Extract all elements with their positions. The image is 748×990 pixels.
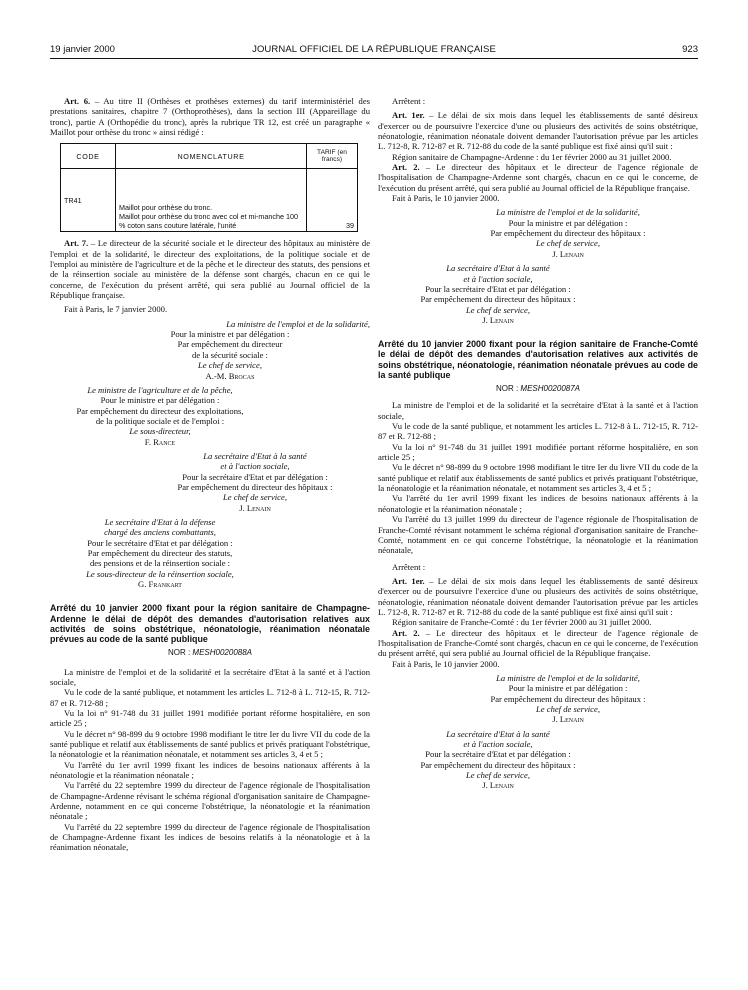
- fait-a-paris-2: Fait à Paris, le 10 janvier 2000.: [392, 658, 500, 669]
- arrete-title-franche-comte: Arrêté du 10 janvier 2000 fixant pour la région sanitaire de Franche-Comté le délai de dépôt des demandes d'autorisation relatives aux activités de soins obstétrique, néonatologie, réanimation néonatale prévues au code de la santé publique: [378, 339, 698, 380]
- table-header-tarif: TARIF (en francs): [307, 144, 358, 169]
- table-header-code: CODE: [61, 144, 116, 169]
- table-cell-nomenclature: Maillot pour orthèse du tronc. Maillot pour orthèse du tronc avec col et mi-manche 100 % coton sans couture latérale, l'unité: [116, 169, 307, 232]
- visa-list: [50, 667, 370, 853]
- article-6: Art. 6. – Au titre II (Orthèses et prothèses externes) du tarif interministériel des prestations sanitaires, chapitre 7 (Orthoprothèses), dans la section III (Appareillage du tronc), partie A (Orthopédie du tronc), après la rubrique TR 12, est créé un paragraphe « Maillot pour orthèse du tronc » ainsi rédigé :: [50, 96, 371, 138]
- arretent-2: Arrêtent :: [392, 561, 426, 572]
- list-item: Vu l'arrêté du 1er avril 1999 fixant les indices de besoins nationaux afférents à la néonatologie et la réanimation néonatale ;: [50, 759, 370, 780]
- table-header-nomenclature: NOMENCLATURE: [116, 144, 307, 169]
- signature-block-d: La secrétaire d'Etat à la santé et à l'action sociale, Pour la secrétaire d'Etat et par délégation : Par empêchement du directeur des hôpitaux : Le chef de service, J. Lenain: [420, 728, 576, 791]
- list-item: Vu l'arrêté du 13 juillet 1999 du directeur de l'agence régionale de l'hospitalisation de Franche-Comté révisant notamment le schéma régional d'organisation sanitaire de Franche-Comté, notamment en ce qui concerne l'obstétrique, la néonatologie et la réanimation néonatale,: [378, 514, 698, 556]
- tariff-table: [60, 143, 358, 232]
- list-item: Vu le décret n° 98-899 du 9 octobre 1998 modifiant le titre Ier du livre VII du code de la santé publique et relatif aux établissements de santé publics et privés pratiquant l'obstétrique, la néonatologie et la réanimation néonatale, et notamment ses articles 3, 4 et 5 ;: [50, 728, 370, 760]
- list-item: La ministre de l'emploi et de la solidarité et la secrétaire d'Etat à la santé et à l'action sociale,: [378, 400, 698, 421]
- list-item: Vu la loi n° 91-748 du 31 juillet 1991 modifiée portant réforme hospitalière, en son article 25 ;: [378, 441, 698, 463]
- arretent-1: Arrêtent :: [392, 96, 426, 106]
- list-item: Vu l'arrêté du 1er avril 1999 fixant les indices de besoins nationaux afférents à la néonatologie et la réanimation néonatale ;: [378, 493, 698, 514]
- fait-a-paris-1: Fait à Paris, le 10 janvier 2000.: [392, 193, 500, 204]
- right-column: [378, 96, 698, 791]
- table-cell-code: TR41: [61, 169, 116, 232]
- article-1-franche-comte: Art. 1er. – Le délai de six mois dans lequel les établissements de santé désireux d'exercer ou de poursuivre l'exercice d'une ou plusieurs des activités de soins obstétrique, néonatologie, réanimation néonatale doivent demander l'autorisation prévue par les articles L. 712-8, R. 712-87 et R. 712-88 du code de la santé publique est fixé ainsi qu'il suit :: [378, 575, 698, 617]
- signature-block-2: Le ministre de l'agriculture et de la pêche, Pour le ministre et par délégation : Par empêchement du directeur des exploitations, de la politique sociale et de l'emploi : Le sous-directeur, F. Rance: [76, 384, 244, 447]
- header-journal-title: JOURNAL OFFICIEL DE LA RÉPUBLIQUE FRANÇAISE: [252, 44, 496, 55]
- header-page-number: 923: [682, 44, 698, 55]
- list-item: Vu l'arrêté du 22 septembre 1999 du directeur de l'agence régionale de l'hospitalisation de Champagne-Ardenne fixant les indices de besoins relatifs à la néonatologie et à la réanimation néonatale,: [50, 821, 370, 853]
- header-rule: [50, 58, 698, 59]
- left-column: [50, 96, 370, 853]
- signature-block-c: La ministre de l'emploi et de la solidarité, Pour la ministre et par délégation : Par empêchement du directeur des hôpitaux : Le chef de service, J. Lenain: [490, 672, 646, 725]
- article-2-franche-comte: Art. 2. – Le directeur des hôpitaux et le directeur de l'agence régionale de l'hospitalisation de Franche-Comté sont chargés, chacun en ce qui le concerne, de l'exécution du présent arrêté, qui sera publié au Journal officiel de la République française.: [378, 627, 698, 659]
- list-item: Vu la loi n° 91-748 du 31 juillet 1991 modifiée portant réforme hospitalière, en son article 25 ;: [50, 707, 370, 729]
- article-7: Art. 7. – Le directeur de la sécurité sociale et le directeur des hôpitaux au ministère de l'emploi et de la solidarité, le directeur des exploitations, de la politique sociale et de l'emploi au ministère de l'agriculture et de la pêche et le directeur des statuts, des pensions et de la réinsertion sociale au ministère de la défense sont chargés, chacun en ce qui le concerne, de l'exécution du présent arrêté, qui sera publié au Journal officiel de la République française.: [50, 238, 371, 301]
- nor-reference: NOR : MESH0020087A: [495, 384, 581, 394]
- fait-a-paris: Fait à Paris, le 7 janvier 2000.: [64, 304, 168, 315]
- header-date: 19 janvier 2000: [50, 44, 115, 55]
- region-franche-comte: Région sanitaire de Franche-Comté : du 1er février 2000 au 31 juillet 2000.: [392, 617, 652, 628]
- table-cell-tarif: 39: [307, 169, 358, 232]
- signature-block-4: Le secrétaire d'Etat à la défense chargé des anciens combattants, Pour le secrétaire d'Etat et par délégation : Par empêchement du directeur des statuts, des pensions et de la réinsertion sociale : Le sous-directeur de la réinsertion sociale, G. Frankart: [86, 516, 234, 590]
- article-1-champagne: Art. 1er. – Le délai de six mois dans lequel les établissements de santé désireux d'exercer ou de poursuivre l'exercice d'une ou plusieurs des activités de soins obstétrique, néonatologie, réanimation néonatale doivent demander l'autorisation prévue par les articles L. 712-8, R. 712-87 et R. 712-88 du code de la santé publique est fixé ainsi qu'il suit :: [378, 110, 698, 152]
- visa-list: [378, 400, 698, 555]
- arrete-title-champagne: Arrêté du 10 janvier 2000 fixant pour la région sanitaire de Champagne-Ardenne le délai de dépôt des demandes d'autorisation relatives aux activités de soins obstétrique, néonatologie, réanimation néonatale prévues au code de la santé publique: [50, 603, 370, 644]
- region-champagne: Région sanitaire de Champagne-Ardenne : du 1er février 2000 au 31 juillet 2000.: [392, 151, 672, 162]
- list-item: Vu le code de la santé publique, et notamment les articles L. 712-8 à L. 712-15, R. 712-87 et R. 712-88 ;: [50, 687, 370, 708]
- nor-reference: NOR : MESH0020088A: [167, 648, 253, 658]
- list-item: Vu l'arrêté du 22 septembre 1999 du directeur de l'agence régionale de l'hospitalisation de Champagne-Ardenne révisant le schéma régional d'organisation sanitaire de Champagne-Ardenne, notamment en ce qui concerne l'obstétrique, la néonatologie et la réanimation néonatale ;: [50, 780, 370, 822]
- signature-block-1: La ministre de l'emploi et de la solidarité, Pour la ministre et par délégation : Par empêchement du directeur de la sécurité sociale : Le chef de service, A.-M. Brocas: [170, 318, 370, 381]
- list-item: Vu le décret n° 98-899 du 9 octobre 1998 modifiant le titre Ier du livre VII du code de la santé publique et relatif aux établissements de santé publics et privés pratiquant l'obstétrique, la néonatologie et la réanimation néonatale, et notamment ses articles 3, 4 et 5 ;: [378, 462, 698, 494]
- list-item: La ministre de l'emploi et de la solidarité et la secrétaire d'Etat à la santé et à l'action sociale,: [50, 666, 370, 687]
- list-item: Vu le code de la santé publique, et notamment les articles L. 712-8 à L. 712-15, R. 712-87 et R. 712-88 ;: [378, 421, 698, 442]
- signature-block-a: La ministre de l'emploi et de la solidarité, Pour la ministre et par délégation : Par empêchement du directeur des hôpitaux : Le chef de service, J. Lenain: [490, 207, 646, 259]
- table-row: [61, 169, 358, 232]
- signature-block-b: La secrétaire d'Etat à la santé et à l'action sociale, Pour la secrétaire d'Etat et par délégation : Par empêchement du directeur des hôpitaux : Le chef de service, J. Lenain: [420, 263, 576, 325]
- article-2-champagne: Art. 2. – Le directeur des hôpitaux et le directeur de l'agence régionale de l'hospitalisation de Champagne-Ardenne sont chargés, chacun en ce qui le concerne, de l'exécution du présent arrêté, qui sera publié au Journal officiel de la République française.: [378, 162, 698, 193]
- signature-block-3: La secrétaire d'Etat à la santé et à l'action sociale, Pour la secrétaire d'Etat et par délégation : Par empêchement du directeur des hôpitaux : Le chef de service, J. Lenain: [177, 450, 333, 513]
